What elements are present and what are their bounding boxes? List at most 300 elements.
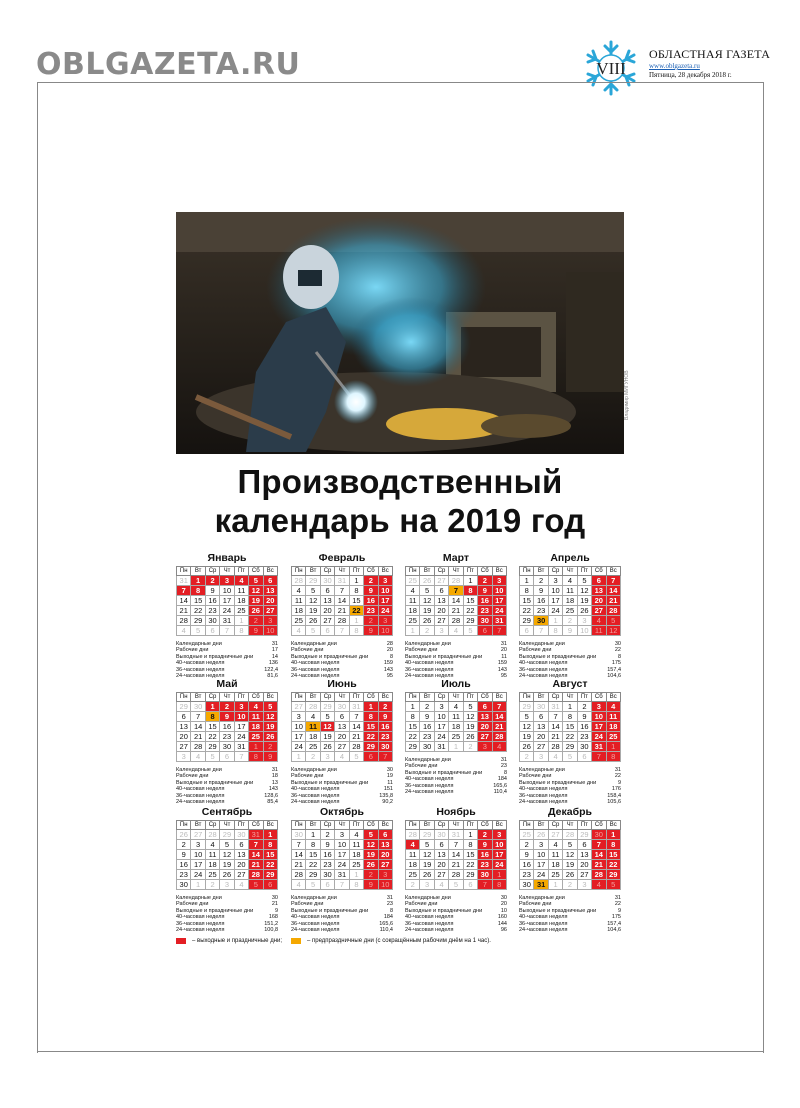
stat-label: Выходные и праздничные дни <box>519 779 597 786</box>
day-cell: 3 <box>378 576 392 586</box>
stat-value: 8 <box>389 907 393 914</box>
day-cell: 26 <box>220 870 234 880</box>
weekday-header: Чт <box>449 567 463 576</box>
stat-value: 31 <box>614 895 621 901</box>
stat-value: 9 <box>617 907 621 914</box>
stat-value: 175 <box>611 660 621 667</box>
day-cell: 17 <box>292 732 306 742</box>
stat-label: Выходные и праздничные дни <box>291 907 369 914</box>
day-cell: 25 <box>520 830 534 840</box>
day-cell: 6 <box>263 576 277 586</box>
day-cell: 31 <box>220 616 234 626</box>
stat-row <box>291 799 393 805</box>
day-cell: 3 <box>534 840 548 850</box>
day-cell: 4 <box>349 830 363 840</box>
day-cell: 29 <box>520 702 534 712</box>
month-name: Февраль <box>318 552 366 564</box>
day-cell: 1 <box>292 752 306 762</box>
stat-value: 31 <box>271 767 278 773</box>
weekday-header: Пн <box>292 567 306 576</box>
month-name: Апрель <box>550 552 590 564</box>
month-calendar-table <box>291 692 393 762</box>
newspaper-url[interactable]: www.oblgazeta.ru <box>649 62 700 70</box>
day-cell: 3 <box>592 702 606 712</box>
day-cell: 1 <box>364 702 378 712</box>
day-cell: 26 <box>577 606 591 616</box>
day-cell: 26 <box>249 606 263 616</box>
day-cell: 19 <box>320 732 334 742</box>
day-cell: 29 <box>306 870 320 880</box>
day-cell: 8 <box>191 586 205 596</box>
weekday-header: Пт <box>234 567 248 576</box>
day-cell: 4 <box>449 626 463 636</box>
month-name: Январь <box>207 552 247 564</box>
day-cell: 16 <box>577 722 591 732</box>
day-cell: 8 <box>606 840 620 850</box>
day-cell: 24 <box>548 606 562 616</box>
weekday-header: Вс <box>378 693 392 702</box>
stat-value: 21 <box>271 901 278 908</box>
day-cell: 31 <box>177 576 191 586</box>
stat-value: 81,6 <box>267 673 278 680</box>
day-cell: 23 <box>478 606 492 616</box>
day-cell: 2 <box>364 870 378 880</box>
day-cell: 16 <box>534 596 548 606</box>
weekday-header: Пт <box>349 693 363 702</box>
stat-label: 40-часовая неделя <box>405 660 454 667</box>
day-cell: 4 <box>548 752 562 762</box>
day-cell: 18 <box>249 722 263 732</box>
day-cell: 10 <box>220 586 234 596</box>
day-cell: 1 <box>492 870 506 880</box>
day-cell: 15 <box>520 596 534 606</box>
weekday-header: Пт <box>349 821 363 830</box>
day-cell: 11 <box>592 626 606 636</box>
weekday-header: Пт <box>234 693 248 702</box>
stat-label: 36-часовая неделя <box>405 666 454 673</box>
weekday-header: Ср <box>205 567 219 576</box>
day-cell: 8 <box>563 712 577 722</box>
weekday-header: Ср <box>548 693 562 702</box>
day-cell: 13 <box>577 850 591 860</box>
month-calendar-table <box>405 820 507 890</box>
day-cell: 17 <box>191 860 205 870</box>
day-cell: 22 <box>263 860 277 870</box>
day-cell: 4 <box>406 840 420 850</box>
day-cell: 8 <box>548 626 562 636</box>
day-cell: 30 <box>234 830 248 840</box>
day-cell: 22 <box>349 606 363 616</box>
day-cell: 1 <box>249 742 263 752</box>
day-cell: 2 <box>263 742 277 752</box>
day-cell: 4 <box>234 576 248 586</box>
day-cell: 26 <box>520 742 534 752</box>
weekday-header: Сб <box>592 821 606 830</box>
day-cell: 9 <box>205 586 219 596</box>
day-cell: 10 <box>335 840 349 850</box>
day-cell: 17 <box>234 722 248 732</box>
day-cell: 3 <box>220 576 234 586</box>
day-cell: 15 <box>364 722 378 732</box>
day-cell: 31 <box>492 616 506 626</box>
day-cell: 25 <box>306 742 320 752</box>
day-cell: 24 <box>378 606 392 616</box>
day-cell: 18 <box>406 860 420 870</box>
day-cell: 26 <box>177 830 191 840</box>
day-cell: 21 <box>249 860 263 870</box>
weekday-header: Пт <box>577 821 591 830</box>
day-cell: 29 <box>563 742 577 752</box>
month-12 <box>519 806 621 933</box>
day-cell: 1 <box>263 830 277 840</box>
day-cell: 25 <box>249 732 263 742</box>
stat-label: 24-часовая неделя <box>519 673 568 680</box>
day-cell: 27 <box>191 830 205 840</box>
day-cell: 13 <box>434 596 448 606</box>
day-cell: 19 <box>306 606 320 616</box>
day-cell: 14 <box>548 722 562 732</box>
weekday-header: Пн <box>177 821 191 830</box>
stat-value: 151 <box>383 786 393 793</box>
day-cell: 5 <box>191 626 205 636</box>
day-cell: 11 <box>406 596 420 606</box>
day-cell: 4 <box>606 702 620 712</box>
day-cell: 7 <box>492 702 506 712</box>
day-cell: 5 <box>563 752 577 762</box>
day-cell: 4 <box>592 616 606 626</box>
day-cell: 18 <box>349 850 363 860</box>
day-cell: 28 <box>492 732 506 742</box>
day-cell: 2 <box>306 752 320 762</box>
day-cell: 30 <box>534 702 548 712</box>
day-cell: 14 <box>249 850 263 860</box>
day-cell: 28 <box>191 742 205 752</box>
month-calendar-table <box>176 566 278 636</box>
stat-value: 175 <box>611 914 621 921</box>
day-cell: 4 <box>249 702 263 712</box>
day-cell: 6 <box>520 626 534 636</box>
weekday-header: Вс <box>606 821 620 830</box>
day-cell: 6 <box>434 840 448 850</box>
day-cell: 16 <box>177 860 191 870</box>
photo-credit: Владимир МИГУНОВ <box>624 370 630 420</box>
weekday-header: Пн <box>406 821 420 830</box>
stat-value: 11 <box>501 653 507 660</box>
day-cell: 30 <box>220 742 234 752</box>
day-cell: 3 <box>492 576 506 586</box>
day-cell: 27 <box>335 742 349 752</box>
stat-value: 30 <box>614 641 621 647</box>
legend-preholiday-label: – предпраздничные дни (с сокращённым рабочим днём на 1 час). <box>307 938 491 944</box>
legend-holidays-label: – выходные и праздничные дни; <box>192 938 283 944</box>
day-cell: 12 <box>220 850 234 860</box>
stat-value: 13 <box>271 779 278 786</box>
day-cell: 11 <box>449 712 463 722</box>
month-calendar-table <box>405 566 507 636</box>
day-cell: 23 <box>420 732 434 742</box>
stat-value: 110,4 <box>493 789 507 796</box>
day-cell: 25 <box>449 732 463 742</box>
day-cell: 7 <box>449 840 463 850</box>
weekday-header: Сб <box>478 821 492 830</box>
month-calendar-table <box>519 820 621 890</box>
day-cell: 21 <box>449 606 463 616</box>
day-cell: 4 <box>406 586 420 596</box>
day-cell: 25 <box>606 732 620 742</box>
day-cell: 13 <box>335 722 349 732</box>
weekday-header: Пн <box>177 567 191 576</box>
day-cell: 14 <box>449 596 463 606</box>
day-cell: 29 <box>306 576 320 586</box>
day-cell: 18 <box>406 606 420 616</box>
day-cell: 17 <box>548 596 562 606</box>
day-cell: 20 <box>577 860 591 870</box>
day-cell: 3 <box>378 616 392 626</box>
weekday-header: Пт <box>463 567 477 576</box>
weekday-header: Вс <box>263 821 277 830</box>
stat-label: Выходные и праздничные дни <box>405 907 483 914</box>
stat-label: 36-часовая неделя <box>519 920 568 927</box>
weekday-header: Вс <box>378 821 392 830</box>
day-cell: 12 <box>249 586 263 596</box>
day-cell: 5 <box>420 840 434 850</box>
weekday-header: Пт <box>234 821 248 830</box>
stat-value: 31 <box>500 757 507 763</box>
stat-value: 105,6 <box>607 799 621 806</box>
day-cell: 14 <box>335 596 349 606</box>
day-cell: 2 <box>420 702 434 712</box>
stat-value: 95 <box>386 673 393 680</box>
day-cell: 8 <box>463 840 477 850</box>
day-cell: 26 <box>306 616 320 626</box>
day-cell: 9 <box>534 586 548 596</box>
stat-value: 160 <box>497 914 507 921</box>
stat-value: 143 <box>268 786 278 793</box>
day-cell: 8 <box>249 752 263 762</box>
day-cell: 23 <box>205 606 219 616</box>
day-cell: 4 <box>449 702 463 712</box>
day-cell: 20 <box>434 606 448 616</box>
day-cell: 2 <box>177 840 191 850</box>
weekday-header: Вт <box>306 693 320 702</box>
stat-label: Календарные дни <box>405 757 451 763</box>
day-cell: 6 <box>320 586 334 596</box>
day-cell: 12 <box>420 596 434 606</box>
weekday-header: Пт <box>577 567 591 576</box>
day-cell: 8 <box>306 840 320 850</box>
stat-value: 144 <box>497 920 507 927</box>
stat-label: 40-часовая неделя <box>405 914 454 921</box>
stat-value: 23 <box>500 763 507 770</box>
day-cell: 23 <box>520 870 534 880</box>
day-cell: 11 <box>406 850 420 860</box>
day-cell: 8 <box>205 712 219 722</box>
day-cell: 27 <box>292 702 306 712</box>
day-cell: 3 <box>420 880 434 890</box>
day-cell: 22 <box>463 606 477 616</box>
day-cell: 22 <box>191 606 205 616</box>
weekday-header: Пт <box>349 567 363 576</box>
weekday-header: Пн <box>520 693 534 702</box>
weekday-header: Ср <box>205 693 219 702</box>
day-cell: 2 <box>364 576 378 586</box>
stat-label: 36-часовая неделя <box>176 792 225 799</box>
day-cell: 31 <box>592 742 606 752</box>
day-cell: 22 <box>306 860 320 870</box>
day-cell: 7 <box>548 712 562 722</box>
weekday-header: Вт <box>191 567 205 576</box>
stat-row <box>291 927 393 933</box>
day-cell: 24 <box>492 860 506 870</box>
stat-value: 85,4 <box>267 799 278 806</box>
day-cell: 30 <box>577 742 591 752</box>
day-cell: 6 <box>335 712 349 722</box>
day-cell: 11 <box>306 722 320 732</box>
day-cell: 7 <box>534 626 548 636</box>
weekday-header: Чт <box>449 821 463 830</box>
day-cell: 4 <box>205 840 219 850</box>
day-cell: 8 <box>492 880 506 890</box>
day-cell: 15 <box>406 722 420 732</box>
weekday-header: Вт <box>306 821 320 830</box>
stat-label: Выходные и праздничные дни <box>176 779 254 786</box>
day-cell: 20 <box>534 732 548 742</box>
stat-value: 159 <box>383 660 393 667</box>
stat-value: 158,4 <box>607 792 621 799</box>
month-stats <box>405 757 507 795</box>
day-cell: 23 <box>364 606 378 616</box>
day-cell: 21 <box>592 860 606 870</box>
weekday-header: Сб <box>364 693 378 702</box>
stat-value: 165,6 <box>493 782 507 789</box>
weekday-header: Вс <box>263 567 277 576</box>
stat-label: 40-часовая неделя <box>291 786 340 793</box>
stat-value: 143 <box>383 666 393 673</box>
day-cell: 7 <box>234 752 248 762</box>
stat-label: Календарные дни <box>519 767 565 773</box>
day-cell: 10 <box>263 626 277 636</box>
day-cell: 5 <box>306 626 320 636</box>
day-cell: 30 <box>205 616 219 626</box>
day-cell: 29 <box>463 616 477 626</box>
day-cell: 1 <box>548 616 562 626</box>
day-cell: 28 <box>335 616 349 626</box>
stat-label: Рабочие дни <box>519 647 552 654</box>
day-cell: 8 <box>606 752 620 762</box>
day-cell: 8 <box>463 586 477 596</box>
month-stats <box>519 641 621 679</box>
weekday-header: Пн <box>406 693 420 702</box>
day-cell: 10 <box>577 626 591 636</box>
day-cell: 6 <box>378 830 392 840</box>
day-cell: 7 <box>449 586 463 596</box>
day-cell: 13 <box>378 840 392 850</box>
day-cell: 19 <box>220 860 234 870</box>
stat-value: 22 <box>614 773 621 780</box>
day-cell: 19 <box>563 860 577 870</box>
day-cell: 16 <box>420 722 434 732</box>
day-cell: 1 <box>234 616 248 626</box>
day-cell: 3 <box>577 880 591 890</box>
day-cell: 3 <box>191 840 205 850</box>
day-cell: 9 <box>478 586 492 596</box>
day-cell: 6 <box>478 702 492 712</box>
day-cell: 29 <box>606 870 620 880</box>
day-cell: 12 <box>420 850 434 860</box>
stat-value: 90,2 <box>382 799 393 806</box>
day-cell: 8 <box>349 880 363 890</box>
day-cell: 2 <box>220 702 234 712</box>
day-cell: 18 <box>234 596 248 606</box>
day-cell: 5 <box>449 880 463 890</box>
stat-label: 36-часовая неделя <box>291 792 340 799</box>
day-cell: 28 <box>449 576 463 586</box>
day-cell: 19 <box>263 722 277 732</box>
stat-label: 24-часовая неделя <box>291 799 340 806</box>
month-stats <box>176 895 278 933</box>
day-cell: 5 <box>420 586 434 596</box>
day-cell: 3 <box>335 830 349 840</box>
day-cell: 26 <box>420 870 434 880</box>
weekday-header: Сб <box>592 693 606 702</box>
day-cell: 4 <box>563 576 577 586</box>
day-cell: 21 <box>492 722 506 732</box>
day-cell: 12 <box>463 712 477 722</box>
stat-value: 165,6 <box>379 920 393 927</box>
day-cell: 30 <box>292 830 306 840</box>
day-cell: 14 <box>292 850 306 860</box>
day-cell: 23 <box>177 870 191 880</box>
day-cell: 7 <box>592 840 606 850</box>
day-cell: 29 <box>205 742 219 752</box>
day-cell: 26 <box>364 860 378 870</box>
day-cell: 24 <box>234 732 248 742</box>
month-name: Декабрь <box>548 806 592 818</box>
weekday-header: Сб <box>249 567 263 576</box>
day-cell: 11 <box>349 840 363 850</box>
stat-label: 40-часовая неделя <box>176 914 225 921</box>
day-cell: 29 <box>364 742 378 752</box>
day-cell: 19 <box>463 722 477 732</box>
stat-label: Рабочие дни <box>176 773 209 780</box>
day-cell: 16 <box>220 722 234 732</box>
day-cell: 3 <box>492 830 506 840</box>
day-cell: 1 <box>191 880 205 890</box>
day-cell: 26 <box>463 732 477 742</box>
day-cell: 6 <box>478 626 492 636</box>
day-cell: 17 <box>335 850 349 860</box>
day-cell: 2 <box>520 840 534 850</box>
day-cell: 7 <box>249 840 263 850</box>
day-cell: 14 <box>492 712 506 722</box>
day-cell: 23 <box>534 606 548 616</box>
day-cell: 8 <box>520 586 534 596</box>
month-9 <box>176 806 278 933</box>
weekday-header: Сб <box>478 693 492 702</box>
issue-date: Пятница, 28 декабря 2018 г. <box>649 71 732 79</box>
day-cell: 4 <box>335 752 349 762</box>
month-calendar-table <box>405 692 507 752</box>
day-cell: 14 <box>191 722 205 732</box>
day-cell: 3 <box>478 742 492 752</box>
day-cell: 4 <box>191 752 205 762</box>
day-cell: 2 <box>577 702 591 712</box>
day-cell: 25 <box>406 576 420 586</box>
stat-value: 18 <box>271 773 278 780</box>
day-cell: 18 <box>606 722 620 732</box>
stat-label: 24-часовая неделя <box>176 673 225 680</box>
day-cell: 16 <box>320 850 334 860</box>
